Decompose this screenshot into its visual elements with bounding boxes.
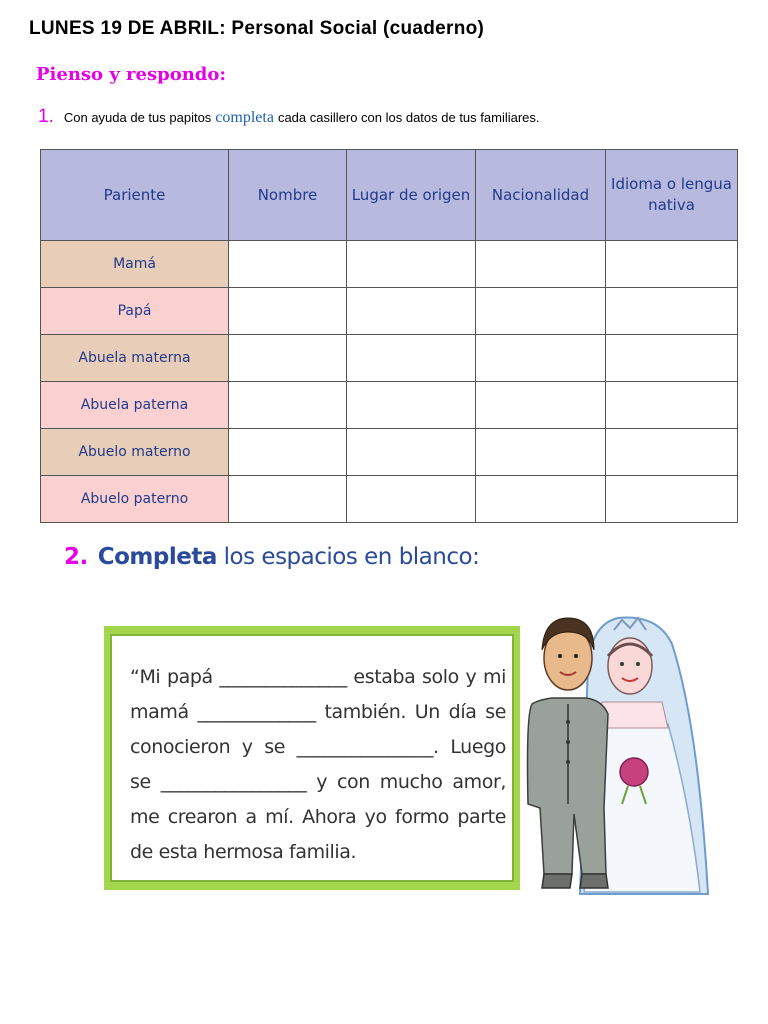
table-header-row [41,150,738,241]
cell-idioma[interactable] [606,382,738,429]
cell-nombre[interactable] [229,382,347,429]
family-table [40,149,738,523]
cell-lugar[interactable] [347,382,476,429]
row-label: Abuela materna [41,335,229,382]
cell-lugar[interactable] [347,335,476,382]
table-row [41,335,738,382]
cell-nacionalidad[interactable] [476,476,606,523]
cell-idioma[interactable] [606,476,738,523]
section-subtitle: Pienso y respondo: [36,64,227,85]
question-2-rest: los espacios en blanco: [223,544,480,570]
cell-nombre[interactable] [229,288,347,335]
bride-groom-illustration [522,604,714,900]
cell-nombre[interactable] [229,241,347,288]
question-1 [38,106,540,128]
cell-nombre[interactable] [229,476,347,523]
story-text: “Mi papá ______________ estaba solo y mi mamá _____________ también. Un día se conocieron y se _______________. Luego se ________________ y con mucho amor, me crearon a mí. Ahora yo formo parte de esta hermosa familia. [130,666,506,863]
header-lugar-de-origen: Lugar de origen [347,150,476,241]
cell-nacionalidad[interactable] [476,429,606,476]
question-1-text-after: cada casillero con los datos de tus familiares. [277,110,540,125]
cell-lugar[interactable] [347,429,476,476]
row-label: Mamá [41,241,229,288]
header-pariente: Pariente [41,150,229,241]
table-row [41,429,738,476]
row-label: Papá [41,288,229,335]
header-idioma: Idioma o lengua nativa [606,150,738,241]
story-frame [104,626,520,890]
question-2-bold-word: Completa [97,544,217,570]
cell-nombre[interactable] [229,335,347,382]
story-box [110,634,514,882]
question-1-emphasis: completa [215,109,274,126]
cell-nacionalidad[interactable] [476,335,606,382]
table-row [41,288,738,335]
row-label: Abuelo paterno [41,476,229,523]
cell-idioma[interactable] [606,288,738,335]
header-nacionalidad: Nacionalidad [476,150,606,241]
cell-nacionalidad[interactable] [476,382,606,429]
question-1-text-before: Con ayuda de tus papitos [63,110,212,125]
cell-nacionalidad[interactable] [476,241,606,288]
cell-nombre[interactable] [229,429,347,476]
question-2 [64,544,479,570]
question-2-number: 2. [64,544,88,570]
table-row [41,382,738,429]
cell-lugar[interactable] [347,288,476,335]
row-label: Abuela paterna [41,382,229,429]
header-nombre: Nombre [229,150,347,241]
table-row [41,476,738,523]
question-1-number: 1. [38,106,54,127]
cell-idioma[interactable] [606,429,738,476]
page-title: LUNES 19 DE ABRIL: Personal Social (cuaderno) [29,18,485,39]
cell-idioma[interactable] [606,241,738,288]
row-label: Abuelo materno [41,429,229,476]
cell-idioma[interactable] [606,335,738,382]
cell-lugar[interactable] [347,476,476,523]
cell-nacionalidad[interactable] [476,288,606,335]
table-row [41,241,738,288]
cell-lugar[interactable] [347,241,476,288]
